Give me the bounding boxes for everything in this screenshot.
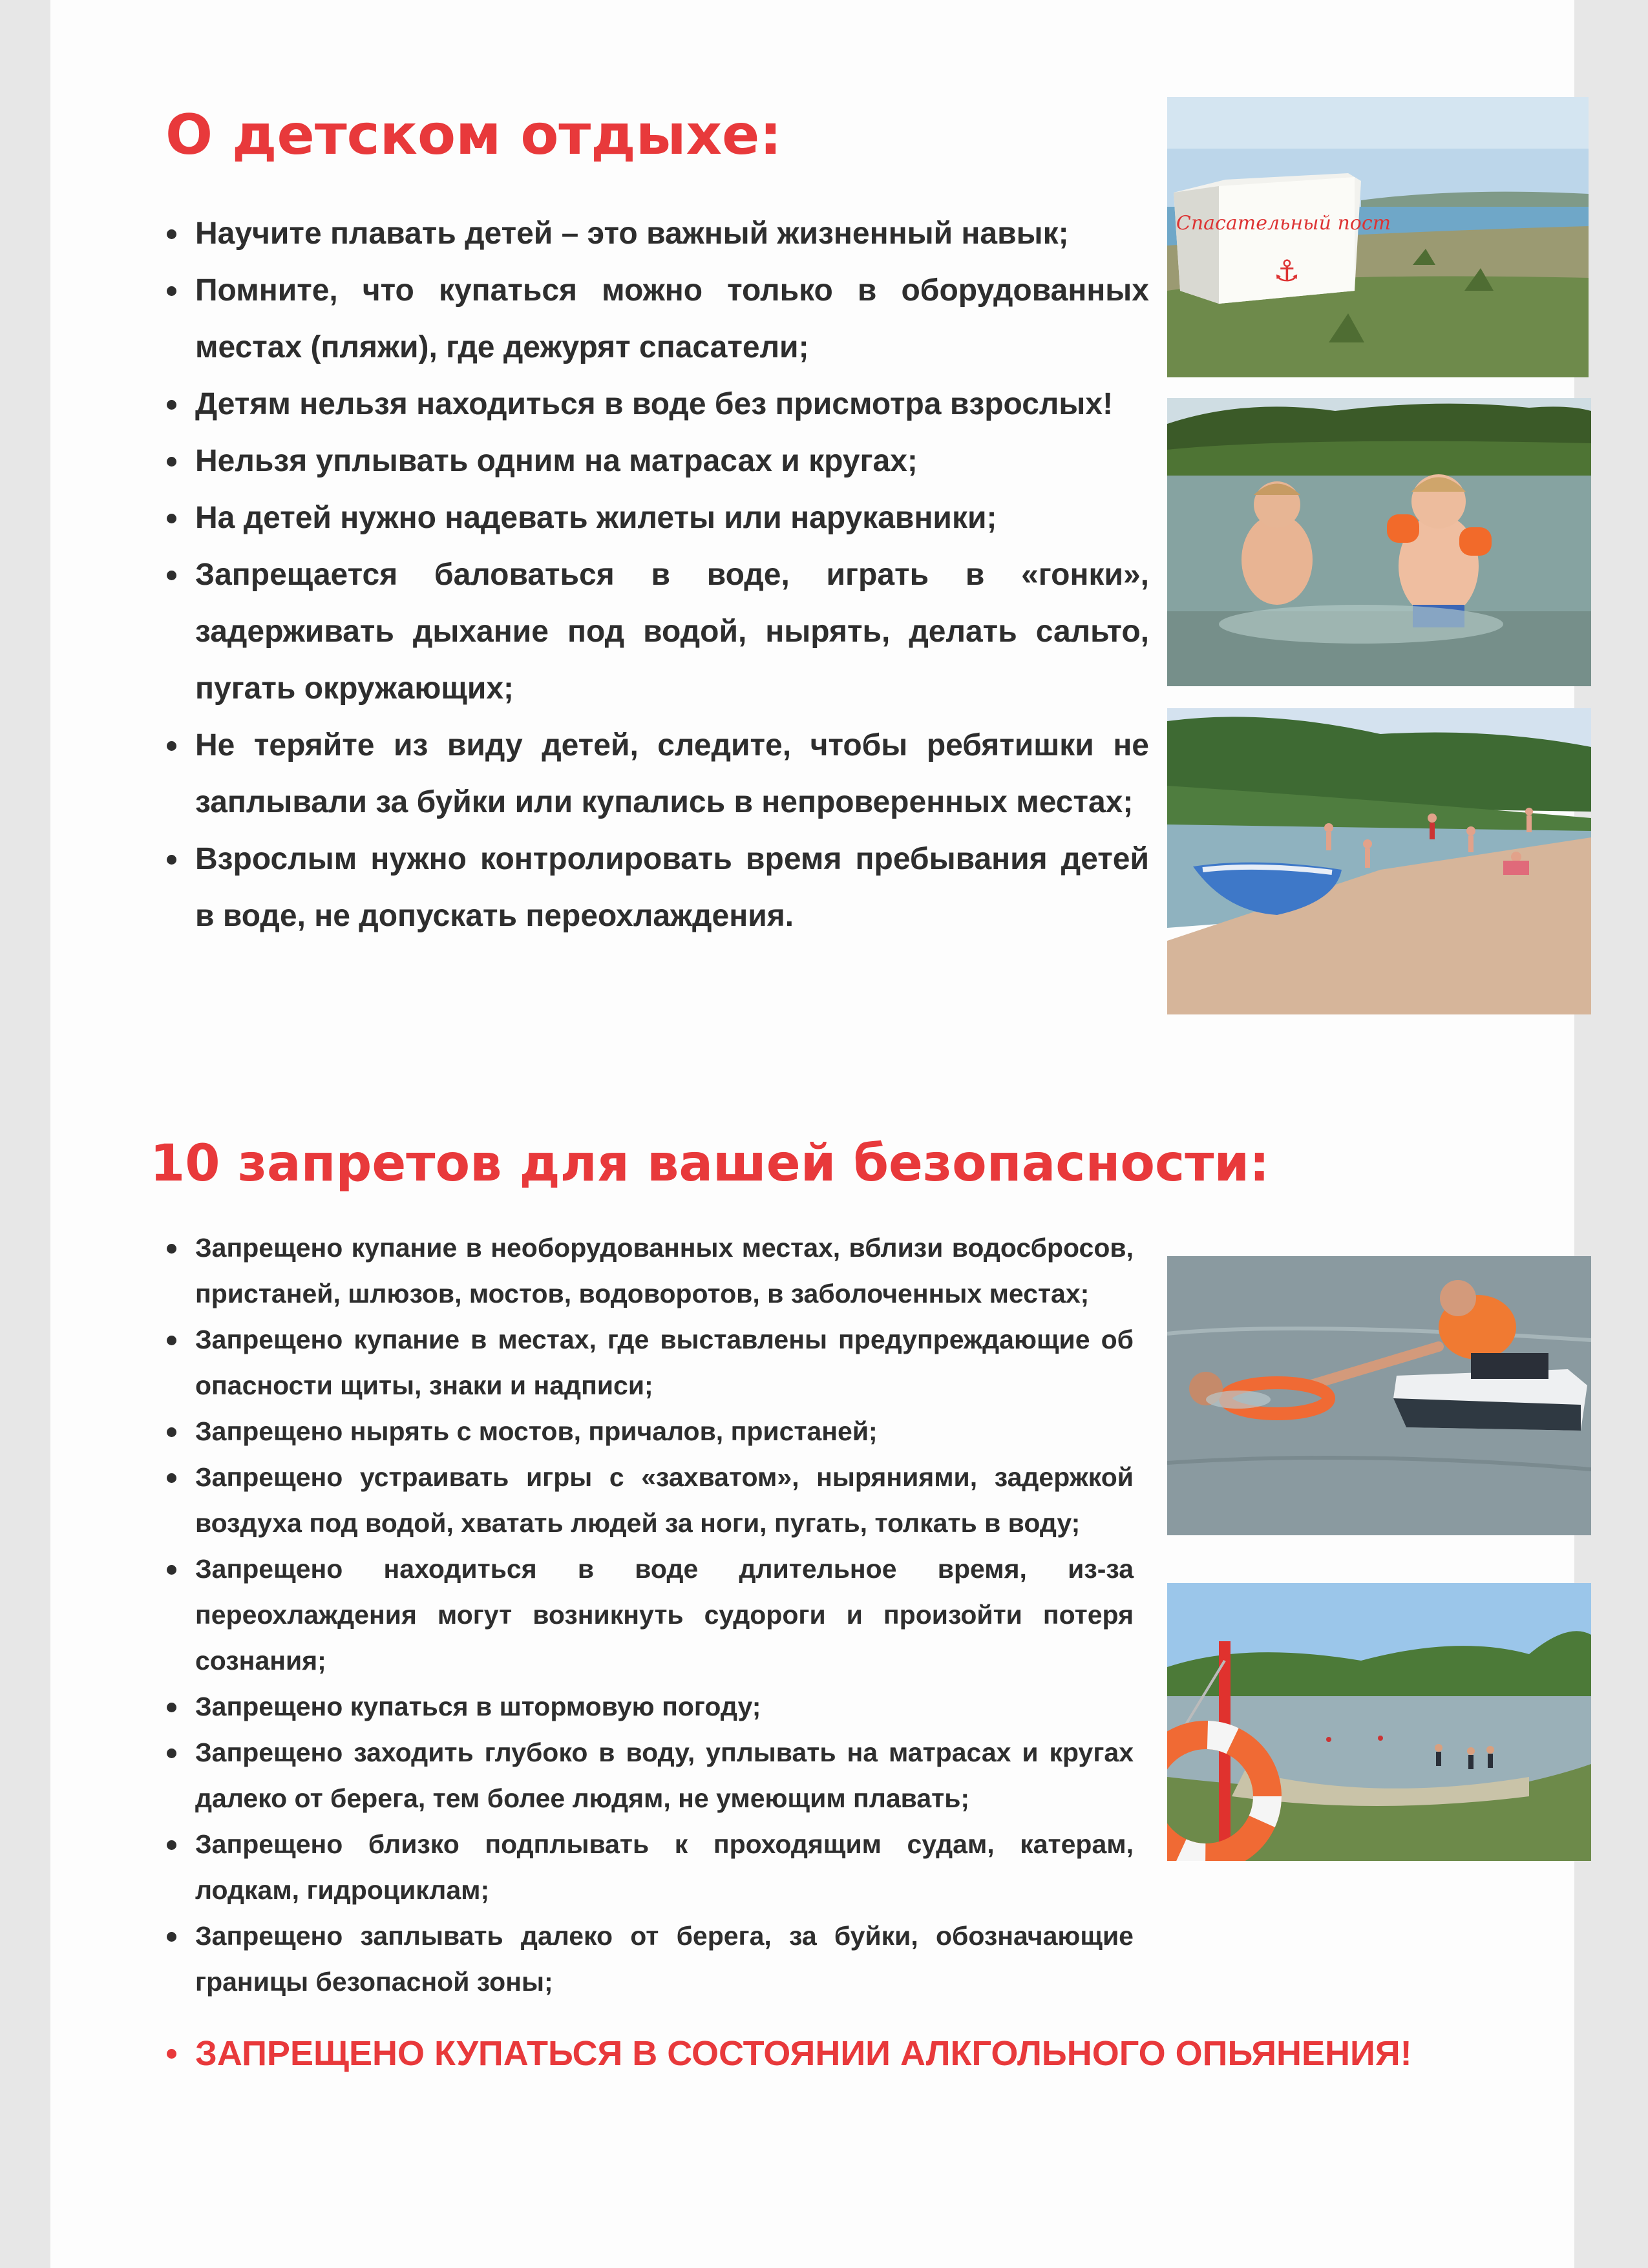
list-item: Детям нельзя находиться в воде без присмотра взрослых! [159,376,1149,433]
list-item: Запрещено купание в необорудованных местах, вблизи водосбросов, пристаней, шлюзов, мостов, водоворотов, в заболоченных местах; [159,1225,1134,1317]
list-item: Запрещено нырять с мостов, причалов, пристаней; [159,1409,1134,1454]
list-item: Взрослым нужно контролировать время пребывания детей в воде, не допускать переохлаждения. [159,831,1149,945]
section-title-children-rest: О детском отдыхе: [165,103,782,167]
list-item: Запрещено находиться в воде длительное время, из-за переохлаждения могут возникнуть судороги и произойти потеря сознания; [159,1546,1134,1684]
list-item: Научите плавать детей – это важный жизненный навык; [159,205,1149,262]
rescue-post-sign-text: Спасательный пост [1176,212,1391,235]
rescue-post-photo [1167,97,1589,377]
kids-in-water-photo [1167,398,1591,686]
prohibitions-list [159,1225,1412,2083]
lifeguard-rescue-photo [1167,1256,1591,1535]
list-item: Запрещено заплывать далеко от берега, за буйки, обозначающие границы безопасной зоны; [159,1913,1134,2005]
list-item: Запрещено заходить глубоко в воду, уплывать на матрасах и кругах далеко от берега, тем более людям, не умеющим плавать; [159,1730,1134,1822]
leaflet-page [50,0,1574,2268]
section-title-ten-prohibitions: 10 запретов для вашей безопасности: [150,1135,1270,1193]
beach-with-boat-photo [1167,708,1591,1014]
list-item: Запрещено устраивать игры с «захватом», ныряниями, задержкой воздуха под водой, хватать людей за ноги, пугать, толкать в воду; [159,1454,1134,1546]
alcohol-warning: ЗАПРЕЩЕНО КУПАТЬСЯ В СОСТОЯНИИ АЛКГОЛЬНОГО ОПЬЯНЕНИЯ! [159,2024,1585,2083]
list-item: Запрещается баловаться в воде, играть в «гонки», задерживать дыхание под водой, нырять, делать сальто, пугать окружающих; [159,547,1149,717]
list-item: На детей нужно надевать жилеты или нарукавники; [159,490,1149,547]
svg-text:⚓: ⚓ [1273,253,1300,288]
list-item: Нельзя уплывать одним на матрасах и кругах; [159,433,1149,490]
list-item: Запрещено купание в местах, где выставлены предупреждающие об опасности щиты, знаки и надписи; [159,1317,1134,1409]
list-item: Запрещено купаться в штормовую погоду; [159,1684,1134,1730]
list-item: Запрещено близко подплывать к проходящим судам, катерам, лодкам, гидроциклам; [159,1822,1134,1913]
lifebuoy-on-shore-photo [1167,1583,1591,1861]
list-item: Не теряйте из виду детей, следите, чтобы ребятишки не заплывали за буйки или купались в непроверенных местах; [159,717,1149,831]
children-rest-list [159,205,1149,945]
list-item: Помните, что купаться можно только в оборудованных местах (пляжи), где дежурят спасатели; [159,262,1149,376]
